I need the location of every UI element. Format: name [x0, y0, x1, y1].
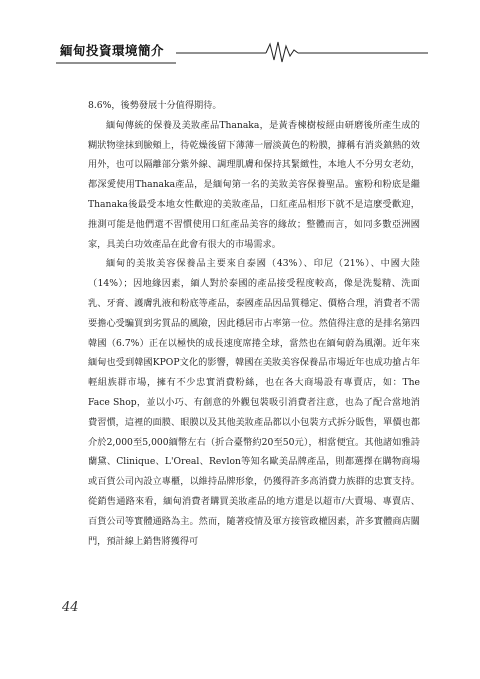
body-text: [88, 96, 420, 551]
paragraph-imports: 緬甸的美妝美容保養品主要來自泰國（43%）、印尼（21%）、中國大陸（14%）；因地緣因素，緬人對於泰國的產品接受程度較高，像是洗髮精、洗面乳、牙膏、護膚乳液和粉底等產品，泰國產品因品質穩定、價格合理，消費者不需要擔心受騙買到劣質品的風險，因此穩居市占率第一位。然值得注意的是排名第四韓國（6.7%）正在以極快的成長速度席捲全球，當然也在緬甸蔚為風潮。近年來緬甸也受到韓國KPOP文化的影響，韓國在美妝美容保養品市場近年也成功搶占年輕組族群市場，擁有不少忠實消費粉絲，也在各大商場設有專賣店，如：The Face Shop，並以小巧、有創意的外觀包裝吸引消費者注意，也為了配合當地消費習慣，這裡的面膜、眼膜以及其他美妝產品都以小包裝方式拆分販售，單價也都介於2,000至5,000緬幣左右（折合臺幣約20至50元），相當便宜。其他諸如雅詩蘭黛、Clinique、L'Oreal、Revlon等知名歐美品牌產品，則都選擇在購物商場或百貨公司內設立專櫃，以維持品牌形象，仍獲得許多高消費力族群的忠實支持。從銷售通路來看，緬甸消費者購買美妝產品的地方還是以超市/大賣場、專賣店、百貨公司等實體通路為主。然而，隨著疫情及軍方接管政權因素，許多實體商店關門，預計線上銷售將獲得可: [88, 258, 420, 547]
running-header: [56, 38, 428, 64]
header-title: 緬甸投資環境簡介: [60, 43, 165, 58]
page-number: 44: [62, 600, 79, 615]
paragraph-continuation: 8.6%，後勢發展十分值得期待。: [88, 100, 222, 111]
paragraph-thanaka: 緬甸傳統的保養及美妝產品Thanaka，是黃香楝樹桉經由研磨後所產生成的糊狀物塗抹到臉頰上，待乾燥後留下薄薄一層淡黃色的粉膜，據稱有消炎鎮熱的效用外，也可以隔離部分紫外線、調理肌膚和保持其緊緻性，本地人不分男女老幼，都深愛使用Thanaka產品，是緬甸第一名的美妝美容保養聖品。蜜粉和粉底是繼Thanaka後最受本地女性歡迎的美妝產品，口紅產品相形下就不是這麼受歡迎，推測可能是他們還不習慣使用口紅產品美容的緣故；整體而言，如同多數亞洲國家，具美白功效產品在此會有很大的市場需求。: [88, 119, 420, 250]
